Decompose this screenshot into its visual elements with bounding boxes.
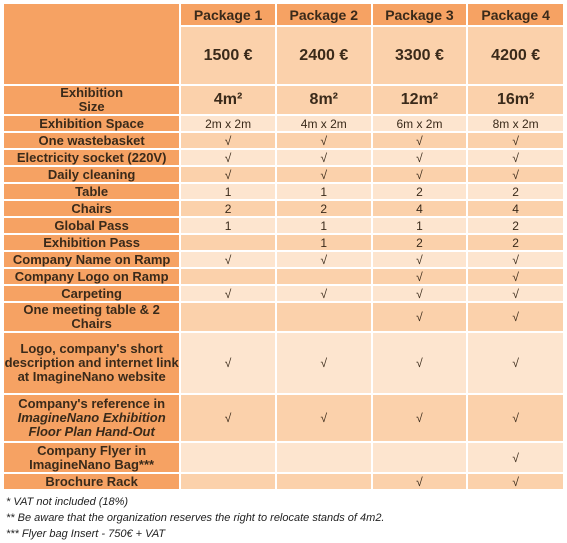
cell-value: 8m x 2m: [468, 116, 563, 131]
size-value: 12m²: [373, 86, 467, 114]
cell-value: 1: [277, 235, 371, 250]
table-row: [4, 395, 563, 441]
check-icon: √: [373, 303, 467, 331]
cell-value: 2: [373, 235, 467, 250]
table-row: [4, 150, 563, 165]
cell-value: [277, 269, 371, 284]
size-value: 8m²: [277, 86, 371, 114]
check-icon: √: [181, 133, 275, 148]
row-label: Company Logo on Ramp: [4, 269, 179, 284]
footnote: ** Be aware that the organization reserves the right to relocate stands of 4m2.: [6, 512, 385, 524]
package-header: Package 4: [468, 4, 563, 25]
cell-value: 1: [181, 184, 275, 199]
row-label: Company Flyer in ImagineNano Bag***: [4, 443, 179, 472]
row-label: Table: [4, 184, 179, 199]
check-icon: √: [468, 252, 563, 267]
cell-value: [181, 235, 275, 250]
check-icon: √: [468, 167, 563, 182]
cell-value: [181, 303, 275, 331]
package-price: 1500 €: [181, 27, 275, 84]
footnote: * VAT not included (18%): [6, 496, 129, 508]
table-row: [4, 201, 563, 216]
check-icon: √: [373, 150, 467, 165]
row-label: One meeting table & 2 Chairs: [4, 303, 179, 331]
cell-value: 4: [373, 201, 467, 216]
check-icon: √: [373, 395, 467, 441]
package-price: 4200 €: [468, 27, 563, 84]
row-label: Logo, company's short description and internet link at ImagineNano website: [4, 333, 179, 393]
check-icon: √: [181, 150, 275, 165]
row-label: Carpeting: [4, 286, 179, 301]
size-label-line2: Size: [78, 99, 105, 114]
row-label: Exhibition Space: [4, 116, 179, 131]
check-icon: √: [181, 395, 275, 441]
cell-value: 1: [373, 218, 467, 233]
cell-value: [277, 474, 371, 489]
package-comparison-table: [2, 2, 565, 491]
check-icon: √: [277, 286, 371, 301]
check-icon: √: [468, 395, 563, 441]
table-row: [4, 333, 563, 393]
row-label: Company Name on Ramp: [4, 252, 179, 267]
check-icon: √: [468, 303, 563, 331]
cell-value: 1: [181, 218, 275, 233]
check-icon: √: [373, 252, 467, 267]
cell-value: 2: [468, 184, 563, 199]
check-icon: √: [277, 252, 371, 267]
check-icon: √: [468, 333, 563, 393]
cell-value: 1: [277, 218, 371, 233]
table-row: [4, 116, 563, 131]
row-label: Daily cleaning: [4, 167, 179, 182]
cell-value: [181, 474, 275, 489]
row-label: Exhibition Pass: [4, 235, 179, 250]
check-icon: √: [373, 269, 467, 284]
row-label-plain: Company's reference in: [18, 396, 166, 411]
row-label: [4, 395, 179, 441]
row-label: Chairs: [4, 201, 179, 216]
footnotes: [6, 494, 385, 542]
check-icon: √: [468, 150, 563, 165]
package-header: Package 2: [277, 4, 371, 25]
row-label: Electricity socket (220V): [4, 150, 179, 165]
footnote: *** Flyer bag Insert - 750€ + VAT: [6, 528, 166, 540]
row-label: Global Pass: [4, 218, 179, 233]
cell-value: 2: [277, 201, 371, 216]
table-row: [4, 167, 563, 182]
cell-value: 2: [373, 184, 467, 199]
check-icon: √: [181, 333, 275, 393]
cell-value: [181, 443, 275, 472]
size-value: 16m²: [468, 86, 563, 114]
check-icon: √: [277, 133, 371, 148]
check-icon: √: [373, 167, 467, 182]
cell-value: [277, 443, 371, 472]
check-icon: √: [468, 133, 563, 148]
row-label: One wastebasket: [4, 133, 179, 148]
table-row: [4, 133, 563, 148]
check-icon: √: [373, 474, 467, 489]
check-icon: √: [181, 286, 275, 301]
check-icon: √: [277, 395, 371, 441]
table-row: [4, 443, 563, 472]
cell-value: [277, 303, 371, 331]
table-row: [4, 184, 563, 199]
row-label-exhibition-size: [4, 86, 179, 114]
check-icon: √: [468, 286, 563, 301]
check-icon: √: [373, 286, 467, 301]
package-price: 2400 €: [277, 27, 371, 84]
check-icon: √: [277, 150, 371, 165]
package-header: Package 3: [373, 4, 467, 25]
size-label-line1: Exhibition: [60, 85, 124, 100]
table-row: [4, 252, 563, 267]
cell-value: 2: [468, 218, 563, 233]
check-icon: √: [373, 133, 467, 148]
cell-value: [373, 443, 467, 472]
check-icon: √: [277, 333, 371, 393]
check-icon: √: [468, 269, 563, 284]
check-icon: √: [468, 443, 563, 472]
table-row: [4, 269, 563, 284]
table-row: [4, 218, 563, 233]
size-value: 4m²: [181, 86, 275, 114]
cell-value: 4: [468, 201, 563, 216]
row-label: Brochure Rack: [4, 474, 179, 489]
check-icon: √: [277, 167, 371, 182]
package-price: 3300 €: [373, 27, 467, 84]
table-row: [4, 235, 563, 250]
check-icon: √: [181, 252, 275, 267]
cell-value: 2: [468, 235, 563, 250]
header-corner: [4, 4, 179, 84]
cell-value: 2: [181, 201, 275, 216]
table-row: [4, 474, 563, 489]
cell-value: 6m x 2m: [373, 116, 467, 131]
check-icon: √: [468, 474, 563, 489]
table-row: [4, 286, 563, 301]
row-label-italic: ImagineNano Exhibition Floor Plan Hand-Out: [17, 410, 166, 439]
cell-value: [181, 269, 275, 284]
cell-value: 1: [277, 184, 371, 199]
cell-value: 4m x 2m: [277, 116, 371, 131]
cell-value: 2m x 2m: [181, 116, 275, 131]
package-header: Package 1: [181, 4, 275, 25]
table-row: [4, 303, 563, 331]
check-icon: √: [181, 167, 275, 182]
check-icon: √: [373, 333, 467, 393]
